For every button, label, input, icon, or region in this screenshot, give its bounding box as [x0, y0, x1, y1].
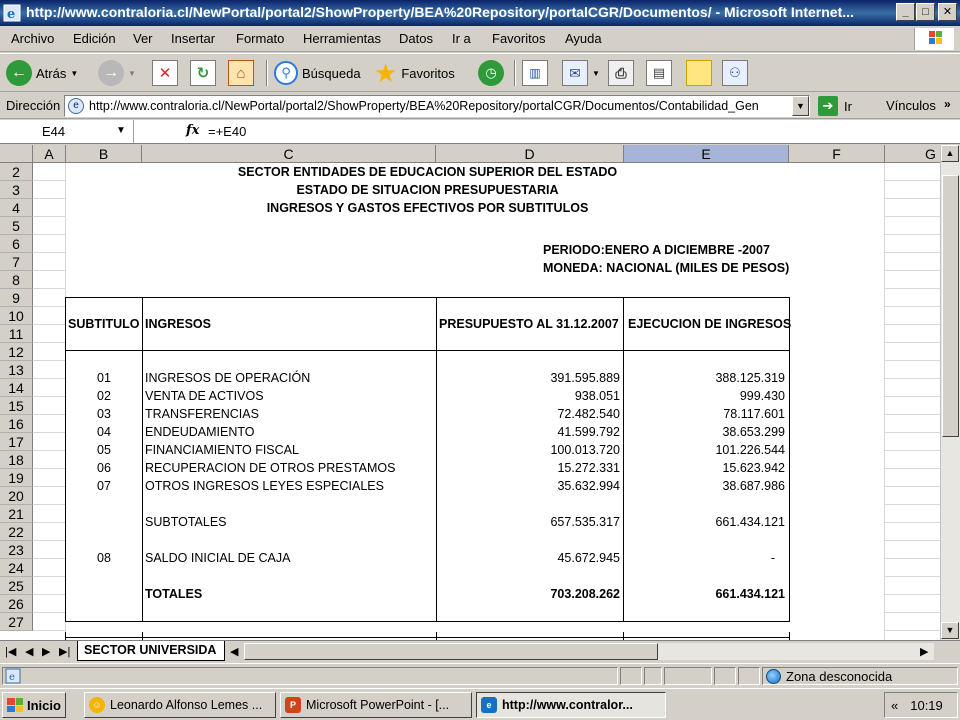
table-border [65, 621, 790, 622]
powerpoint-icon: P [285, 697, 301, 713]
subtotal-budget: 657.535.317 [550, 515, 620, 529]
column-header-f[interactable]: F [789, 145, 885, 163]
menu-ayuda[interactable]: Ayuda [565, 31, 602, 46]
item-budget: 72.482.540 [557, 407, 620, 421]
windows-logo [914, 28, 954, 50]
research-button[interactable] [522, 58, 548, 88]
scroll-thumb[interactable] [942, 175, 959, 437]
taskbar-button-powerpoint[interactable] [280, 692, 472, 718]
item-name: VENTA DE ACTIVOS [145, 389, 264, 403]
back-dropdown-icon[interactable]: ▼ [70, 68, 79, 78]
status-panel-main [2, 667, 618, 685]
print-button[interactable] [608, 58, 634, 88]
totales-budget: 703.208.262 [550, 587, 620, 601]
moneda-label: MONEDA: NACIONAL (MILES DE PESOS) [543, 261, 790, 275]
row-header[interactable]: 11 [0, 325, 33, 343]
address-input[interactable] [64, 95, 810, 117]
periodo-label: PERIODO:ENERO A DICIEMBRE -2007 [543, 243, 770, 257]
row-header[interactable]: 20 [0, 487, 33, 505]
fx-icon[interactable]: fx [186, 123, 200, 138]
menu-herramientas[interactable]: Herramientas [303, 31, 382, 46]
item-code: 02 [97, 389, 111, 403]
item-name: RECUPERACION DE OTROS PRESTAMOS [145, 461, 396, 475]
table-border [65, 350, 790, 351]
row-header[interactable]: 8 [0, 271, 33, 289]
item-budget: 15.272.331 [557, 461, 620, 475]
svg-text:e: e [7, 7, 16, 22]
mail-icon: ✉ [562, 60, 588, 86]
edit-icon: ▤ [646, 60, 672, 86]
item-budget: 100.013.720 [550, 443, 620, 457]
forward-arrow-icon: → [98, 60, 124, 86]
go-arrow-icon: ➔ [818, 96, 838, 116]
item-name: TRANSFERENCIAS [145, 407, 259, 421]
home-button[interactable] [228, 58, 254, 88]
start-button[interactable] [2, 692, 66, 718]
internet-explorer-icon [3, 4, 21, 22]
start-label: Inicio [27, 697, 61, 713]
item-code: 01 [97, 371, 111, 385]
row-header[interactable]: 25 [0, 577, 33, 595]
go-label: Ir [844, 98, 852, 114]
search-icon: ⚲ [274, 61, 298, 85]
row-header[interactable]: 4 [0, 199, 33, 217]
clock: 10:19 [910, 697, 943, 713]
item-name: ENDEUDAMIENTO [145, 425, 255, 439]
back-arrow-icon: ← [6, 60, 32, 86]
column-header-g[interactable]: G [885, 145, 940, 163]
menu-edicion[interactable]: Edición [73, 31, 116, 46]
taskbar-button-leonardo[interactable] [84, 692, 276, 718]
item-exec: 388.125.319 [715, 371, 785, 385]
system-tray [884, 692, 958, 718]
table-border [789, 297, 790, 622]
row-header[interactable]: 18 [0, 451, 33, 469]
table-border [65, 632, 66, 640]
menu-formato[interactable]: Formato [236, 31, 285, 46]
prev-sheet-icon[interactable]: ◀ [25, 646, 34, 658]
row-header[interactable]: 6 [0, 235, 33, 253]
table-border [789, 632, 790, 640]
sheet-tab[interactable]: SECTOR UNIVERSIDA [77, 641, 225, 661]
last-sheet-icon[interactable]: ▶| [59, 646, 71, 658]
home-icon: ⌂ [228, 60, 254, 86]
windows-flag-icon [7, 698, 23, 712]
sheet-tabs-row [0, 640, 960, 662]
discuss-button[interactable] [686, 58, 712, 88]
saldo-budget: 45.672.945 [557, 551, 620, 565]
status-bar [0, 663, 960, 687]
tray-expand-icon[interactable]: « [891, 697, 899, 713]
row-header[interactable]: 10 [0, 307, 33, 325]
row-header[interactable]: 5 [0, 217, 33, 235]
hscroll-left-icon[interactable]: ◀ [230, 646, 239, 658]
select-all-corner[interactable] [0, 145, 33, 163]
report-title-3: INGRESOS Y GASTOS EFECTIVOS POR SUBTITULOS [266, 201, 589, 215]
report-title-2: ESTADO DE SITUACION PRESUPUESTARIA [296, 183, 559, 197]
header-subtitulo: SUBTITULO [68, 317, 140, 331]
first-sheet-icon[interactable]: |◀ [5, 646, 17, 658]
favorites-label: Favoritos [401, 65, 455, 81]
item-budget: 391.595.889 [550, 371, 620, 385]
item-name: FINANCIAMIENTO FISCAL [145, 443, 299, 457]
subtotal-label: SUBTOTALES [145, 515, 227, 529]
column-header-e[interactable]: E [624, 145, 789, 163]
row-header[interactable]: 12 [0, 343, 33, 361]
history-icon: ◷ [478, 60, 504, 86]
status-panel [738, 667, 760, 685]
row-header[interactable]: 24 [0, 559, 33, 577]
name-box-value: E44 [42, 124, 66, 139]
menu-ir-a[interactable]: Ir a [452, 31, 471, 46]
row-header[interactable]: 14 [0, 379, 33, 397]
row-header[interactable]: 17 [0, 433, 33, 451]
row-header[interactable]: 9 [0, 289, 33, 307]
row-header[interactable]: 26 [0, 595, 33, 613]
row-header[interactable]: 22 [0, 523, 33, 541]
table-border [142, 297, 143, 622]
item-exec: 78.117.601 [723, 407, 785, 421]
mail-button[interactable] [562, 58, 600, 88]
toolbar-separator [266, 60, 268, 86]
stop-icon: ✕ [152, 60, 178, 86]
security-zone-label: Zona desconocida [786, 669, 893, 684]
note-icon [686, 60, 712, 86]
edit-button[interactable] [646, 58, 672, 88]
item-name: INGRESOS DE OPERACIÓN [145, 371, 311, 385]
page-icon: e [68, 98, 84, 114]
forward-dropdown-icon[interactable]: ▼ [128, 68, 136, 78]
header-ingresos: INGRESOS [145, 317, 211, 331]
next-sheet-icon[interactable]: ▶ [42, 646, 51, 658]
subtotal-exec: 661.434.121 [715, 515, 785, 529]
row-header[interactable]: 19 [0, 469, 33, 487]
print-icon: ⎙ [608, 60, 634, 86]
mail-dropdown-icon[interactable]: ▼ [592, 68, 600, 78]
status-panel [644, 667, 662, 685]
messenger-user-icon: ☺ [89, 697, 105, 713]
task-label: Microsoft PowerPoint - [... [306, 698, 450, 712]
item-code: 04 [97, 425, 111, 439]
saldo-code: 08 [97, 551, 111, 565]
item-code: 07 [97, 479, 111, 493]
taskbar-button-browser[interactable] [476, 692, 666, 718]
window-title: http://www.contraloria.cl/NewPortal/portal2/ShowProperty/BEA%20Repository/portalCGR/Documentos/ - Microsoft Internet... [26, 4, 854, 20]
spreadsheet-grid[interactable] [0, 145, 940, 640]
address-url[interactable]: http://www.contraloria.cl/NewPortal/portal2/ShowProperty/BEA%20Repository/portalCGR/Documentos/Contabilidad_Gen [89, 99, 759, 113]
toolbar [0, 53, 960, 92]
row-header[interactable]: 13 [0, 361, 33, 379]
header-presupuesto: PRESUPUESTO AL 31.12.2007 [439, 317, 619, 331]
page-status-icon [5, 668, 21, 684]
taskbar [0, 688, 960, 720]
search-button[interactable] [274, 58, 361, 88]
table-border [623, 632, 624, 640]
internet-explorer-icon: e [481, 697, 497, 713]
item-name: OTROS INGRESOS LEYES ESPECIALES [145, 479, 384, 493]
forward-button[interactable] [98, 58, 136, 88]
saldo-label: SALDO INICIAL DE CAJA [145, 551, 291, 565]
item-code: 03 [97, 407, 111, 421]
messenger-icon: ⚇ [722, 60, 748, 86]
address-label: Dirección [6, 98, 61, 113]
table-border [65, 637, 790, 638]
go-button[interactable] [818, 96, 852, 116]
favorites-button[interactable] [374, 58, 455, 88]
maximize-button[interactable]: □ [916, 3, 935, 21]
row-header[interactable]: 2 [0, 163, 33, 181]
star-icon: ★ [374, 58, 398, 88]
formula-bar [0, 120, 960, 144]
row-header[interactable]: 23 [0, 541, 33, 559]
menu-archivo[interactable]: Archivo [11, 31, 55, 46]
links-chevron-icon[interactable]: » [944, 97, 951, 111]
task-label: Leonardo Alfonso Lemes ... [110, 698, 263, 712]
item-budget: 41.599.792 [557, 425, 620, 439]
windows-flag-icon [915, 28, 955, 50]
menu-bar [0, 26, 960, 52]
name-box-dropdown-icon[interactable]: ▼ [116, 125, 126, 136]
menu-favoritos[interactable]: Favoritos [492, 31, 546, 46]
report-title-1: SECTOR ENTIDADES DE EDUCACION SUPERIOR DEL ESTADO [237, 165, 618, 179]
item-code: 06 [97, 461, 111, 475]
svg-text:e: e [9, 672, 15, 683]
saldo-exec: - [770, 551, 775, 565]
hscroll-thumb[interactable] [244, 643, 658, 660]
header-ejecucion: EJECUCION DE INGRESOS [628, 317, 792, 331]
item-code: 05 [97, 443, 111, 457]
search-label: Búsqueda [302, 65, 361, 81]
minimize-button[interactable]: _ [896, 3, 915, 21]
column-header-d[interactable]: D [436, 145, 624, 163]
row-header[interactable]: 21 [0, 505, 33, 523]
item-exec: 101.226.544 [715, 443, 785, 457]
refresh-button[interactable] [190, 58, 216, 88]
item-exec: 999.430 [739, 389, 785, 403]
title-bar [0, 0, 960, 26]
close-button[interactable]: ✕ [938, 3, 957, 21]
history-button[interactable] [478, 58, 504, 88]
row-header[interactable]: 3 [0, 181, 33, 199]
status-panel [664, 667, 712, 685]
scroll-down-icon[interactable]: ▼ [941, 622, 959, 639]
row-header[interactable]: 7 [0, 253, 33, 271]
toolbar-separator [514, 60, 516, 86]
hscroll-right-icon[interactable]: ▶ [920, 646, 929, 658]
links-button[interactable]: Vínculos [886, 98, 936, 113]
column-header-a[interactable]: A [33, 145, 66, 163]
menu-insertar[interactable]: Insertar [171, 31, 216, 46]
back-button[interactable] [6, 58, 78, 88]
table-border [436, 632, 437, 640]
menu-ver[interactable]: Ver [133, 31, 153, 46]
internet-zone-icon [766, 669, 781, 684]
scroll-up-icon[interactable]: ▲ [941, 145, 959, 162]
stop-button[interactable] [152, 58, 178, 88]
research-icon: ▥ [522, 60, 548, 86]
status-panel [714, 667, 736, 685]
item-exec: 38.653.299 [722, 425, 785, 439]
back-label: Atrás [36, 65, 67, 81]
menu-datos[interactable]: Datos [399, 31, 433, 46]
table-border [65, 297, 790, 298]
item-budget: 938.051 [574, 389, 620, 403]
status-panel [620, 667, 642, 685]
messenger-button[interactable] [722, 58, 748, 88]
column-header-c[interactable]: C [142, 145, 436, 163]
item-exec: 38.687.986 [722, 479, 785, 493]
totales-label: TOTALES [145, 587, 203, 601]
vertical-scrollbar[interactable] [940, 145, 960, 640]
horizontal-scrollbar[interactable] [244, 643, 934, 660]
address-dropdown-icon[interactable]: ▼ [792, 96, 809, 116]
row-header[interactable]: 16 [0, 415, 33, 433]
column-header-b[interactable]: B [66, 145, 142, 163]
item-budget: 35.632.994 [557, 479, 620, 493]
task-label: http://www.contralor... [502, 698, 633, 712]
totales-exec: 661.434.121 [715, 587, 785, 601]
item-exec: 15.623.942 [722, 461, 785, 475]
refresh-icon: ↻ [190, 60, 216, 86]
name-box[interactable] [0, 120, 134, 143]
row-header[interactable]: 27 [0, 613, 33, 631]
formula-input[interactable]: =+E40 [208, 124, 247, 139]
address-bar [0, 93, 960, 119]
row-header[interactable]: 15 [0, 397, 33, 415]
table-border [142, 632, 143, 640]
